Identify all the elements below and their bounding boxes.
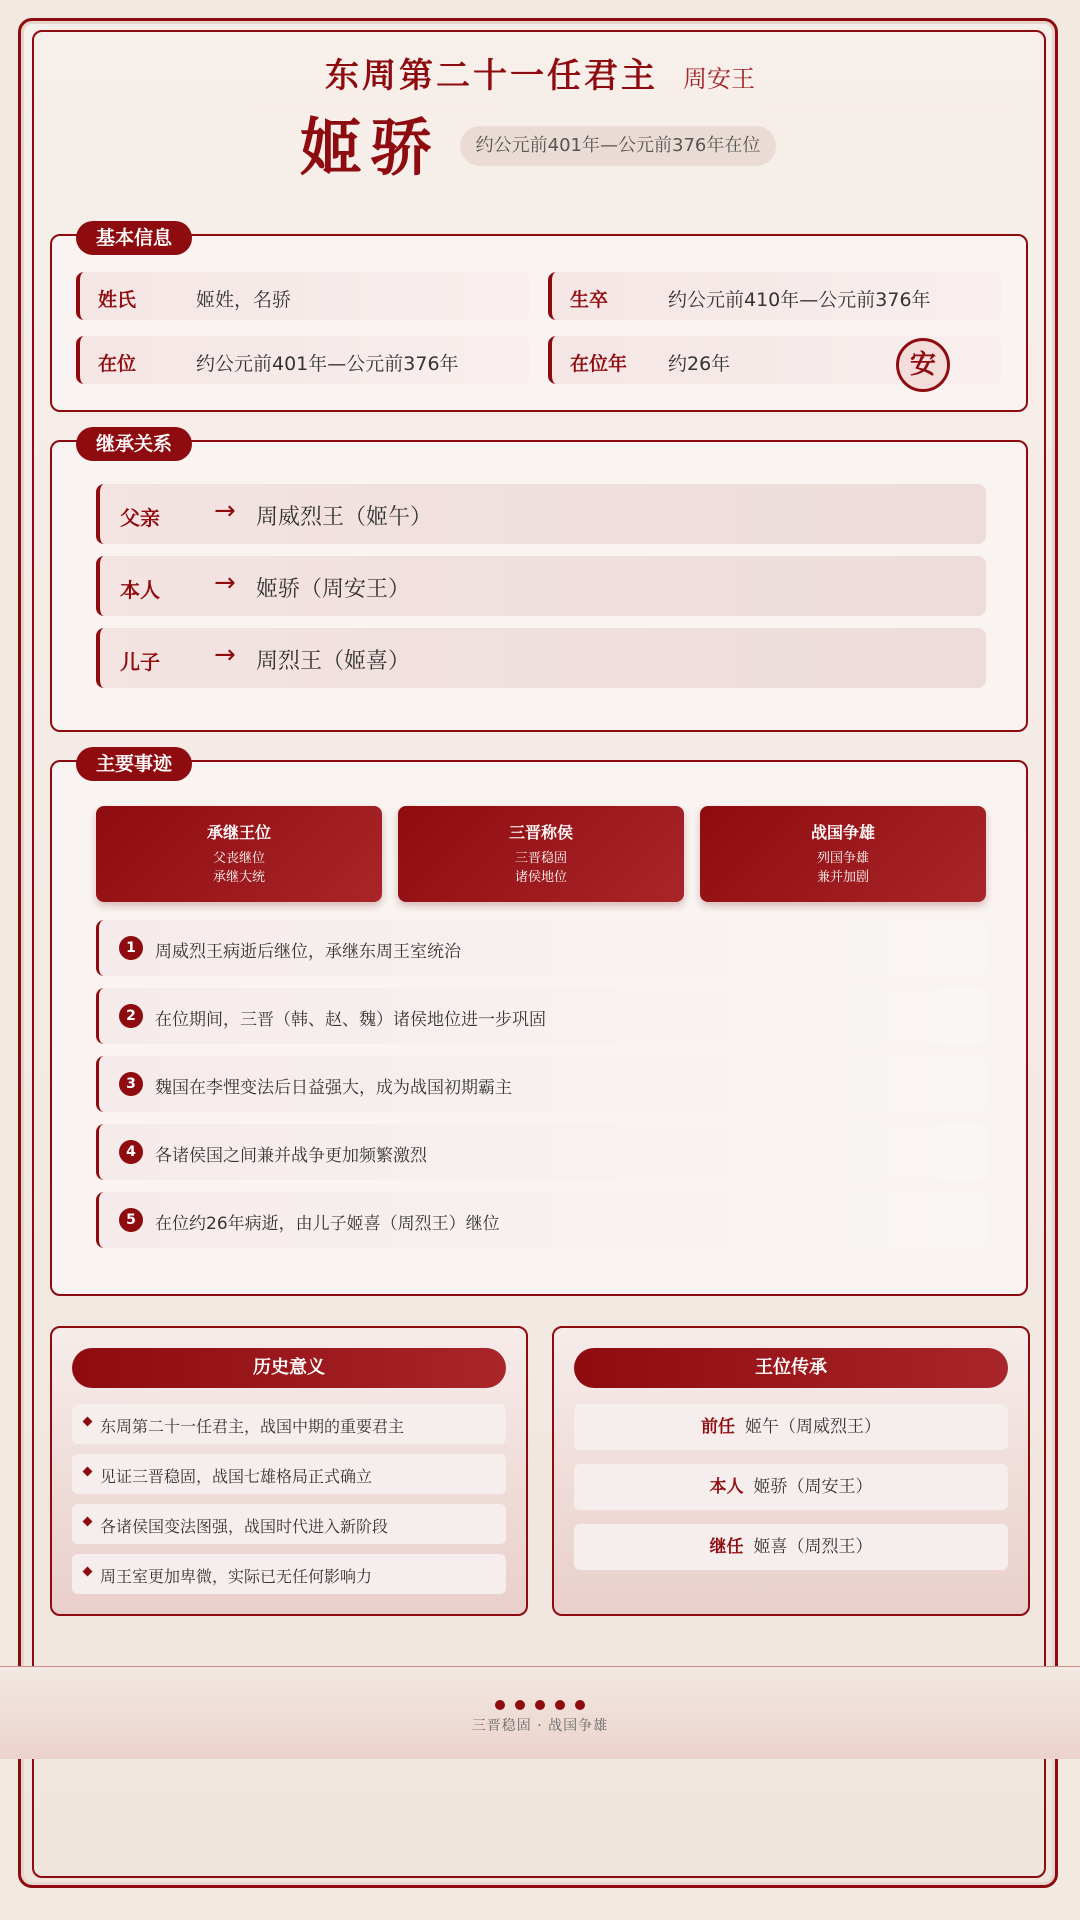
arrow-right-icon: → bbox=[214, 568, 236, 598]
lineage-value: 姬骄（周安王） bbox=[753, 1477, 873, 1497]
event-number-badge: 3 bbox=[119, 1072, 143, 1096]
succession-label: 父亲 bbox=[120, 506, 160, 530]
events-tag: 主要事迹 bbox=[76, 747, 192, 781]
succession-row-father bbox=[96, 484, 986, 544]
king-name: 姬骄 bbox=[300, 111, 441, 184]
lineage-header: 王位传承 bbox=[574, 1348, 1008, 1388]
reign-period-badge: 约公元前401年—公元前376年在位 bbox=[460, 126, 776, 166]
an-seal-icon: 安 bbox=[896, 338, 950, 392]
lineage-label: 本人 bbox=[709, 1477, 744, 1497]
lineage-label: 继任 bbox=[709, 1537, 744, 1557]
succession-row-son bbox=[96, 628, 986, 688]
event-number-badge: 1 bbox=[119, 936, 143, 960]
arrow-right-icon: → bbox=[214, 640, 236, 670]
feature-subtitle: 诸侯地位 bbox=[514, 870, 567, 885]
feature-title: 战国争雄 bbox=[810, 823, 875, 842]
feature-title: 承继王位 bbox=[206, 823, 271, 842]
event-text: 魏国在李悝变法后日益强大，成为战国初期霸主 bbox=[155, 1078, 512, 1098]
footer-dots bbox=[0, 1695, 1080, 1714]
diamond-bullet-icon bbox=[83, 1467, 93, 1477]
footer-text: 三晋稳固 · 战国争雄 bbox=[471, 1718, 609, 1734]
significance-text: 周王室更加卑微，实际已无任何影响力 bbox=[100, 1567, 373, 1586]
dot-icon bbox=[515, 1700, 525, 1710]
event-item bbox=[96, 988, 986, 1044]
succession-value: 姬骄（周安王） bbox=[256, 577, 411, 602]
diamond-bullet-icon bbox=[83, 1517, 93, 1527]
info-value: 约公元前410年—公元前376年 bbox=[668, 289, 931, 311]
significance-text: 东周第二十一任君主，战国中期的重要君主 bbox=[100, 1417, 405, 1436]
significance-item bbox=[72, 1454, 506, 1494]
significance-text: 见证三晋稳固，战国七雄格局正式确立 bbox=[100, 1467, 373, 1486]
footer bbox=[0, 1666, 1080, 1759]
significance-item bbox=[72, 1504, 506, 1544]
feature-subtitle: 兼并加剧 bbox=[816, 870, 869, 885]
succession-value: 周烈王（姬喜） bbox=[256, 649, 411, 674]
basic-info-tag: 基本信息 bbox=[76, 221, 192, 255]
event-text: 各诸侯国之间兼并战争更加频繁激烈 bbox=[155, 1146, 427, 1166]
lineage-item-predecessor bbox=[574, 1404, 1008, 1450]
event-text: 周威烈王病逝后继位，承继东周王室统治 bbox=[155, 942, 461, 962]
lineage-value: 姬喜（周烈王） bbox=[753, 1537, 873, 1557]
info-value: 约26年 bbox=[668, 353, 731, 375]
event-number-badge: 5 bbox=[119, 1208, 143, 1232]
diamond-bullet-icon bbox=[83, 1567, 93, 1577]
feature-card-three-jin bbox=[398, 806, 684, 902]
dot-icon bbox=[535, 1700, 545, 1710]
dot-icon bbox=[555, 1700, 565, 1710]
feature-card-warring-states bbox=[700, 806, 986, 902]
info-value: 姬姓，名骄 bbox=[196, 289, 292, 311]
info-cell-lifespan bbox=[548, 272, 1002, 320]
succession-value: 周威烈王（姬午） bbox=[256, 505, 433, 530]
dot-icon bbox=[575, 1700, 585, 1710]
lineage-panel bbox=[552, 1326, 1030, 1616]
succession-row-self bbox=[96, 556, 986, 616]
basic-info-panel bbox=[50, 227, 1028, 412]
events-panel bbox=[50, 753, 1028, 1296]
succession-tag: 继承关系 bbox=[76, 427, 192, 461]
event-item bbox=[96, 1056, 986, 1112]
significance-item bbox=[72, 1404, 506, 1444]
dynasty-title: 东周第二十一任君主 bbox=[324, 56, 658, 96]
event-item bbox=[96, 1192, 986, 1248]
info-label: 姓氏 bbox=[98, 289, 137, 311]
lineage-item-self bbox=[574, 1464, 1008, 1510]
feature-subtitle: 三晋稳固 bbox=[514, 851, 567, 866]
info-cell-reign bbox=[76, 336, 530, 384]
feature-title: 三晋称侯 bbox=[508, 823, 573, 842]
header-title-line bbox=[0, 48, 1080, 97]
event-text: 在位期间，三晋（韩、赵、魏）诸侯地位进一步巩固 bbox=[155, 1010, 546, 1030]
significance-panel bbox=[50, 1326, 528, 1616]
feature-subtitle: 承继大统 bbox=[212, 870, 265, 885]
succession-panel bbox=[50, 433, 1028, 732]
dot-icon bbox=[495, 1700, 505, 1710]
significance-header: 历史意义 bbox=[72, 1348, 506, 1388]
event-item bbox=[96, 920, 986, 976]
event-text: 在位约26年病逝，由儿子姬喜（周烈王）继位 bbox=[155, 1214, 500, 1234]
info-cell-surname bbox=[76, 272, 530, 320]
feature-subtitle: 父丧继位 bbox=[212, 851, 265, 866]
feature-subtitle: 列国争雄 bbox=[816, 851, 869, 866]
arrow-right-icon: → bbox=[214, 496, 236, 526]
feature-card-succession bbox=[96, 806, 382, 902]
succession-label: 本人 bbox=[120, 578, 160, 602]
event-item bbox=[96, 1124, 986, 1180]
info-label: 在位年 bbox=[570, 353, 628, 375]
diamond-bullet-icon bbox=[83, 1417, 93, 1427]
king-title: 周安王 bbox=[683, 65, 756, 93]
lineage-value: 姬午（周威烈王） bbox=[745, 1417, 881, 1437]
event-number-badge: 2 bbox=[119, 1004, 143, 1028]
info-value: 约公元前401年—公元前376年 bbox=[196, 353, 459, 375]
info-label: 生卒 bbox=[570, 289, 609, 311]
succession-label: 儿子 bbox=[120, 650, 160, 674]
significance-text: 各诸侯国变法图强，战国时代进入新阶段 bbox=[100, 1517, 389, 1536]
lineage-item-successor bbox=[574, 1524, 1008, 1570]
event-number-badge: 4 bbox=[119, 1140, 143, 1164]
lineage-label: 前任 bbox=[701, 1417, 735, 1437]
significance-item bbox=[72, 1554, 506, 1594]
info-label: 在位 bbox=[98, 353, 137, 375]
